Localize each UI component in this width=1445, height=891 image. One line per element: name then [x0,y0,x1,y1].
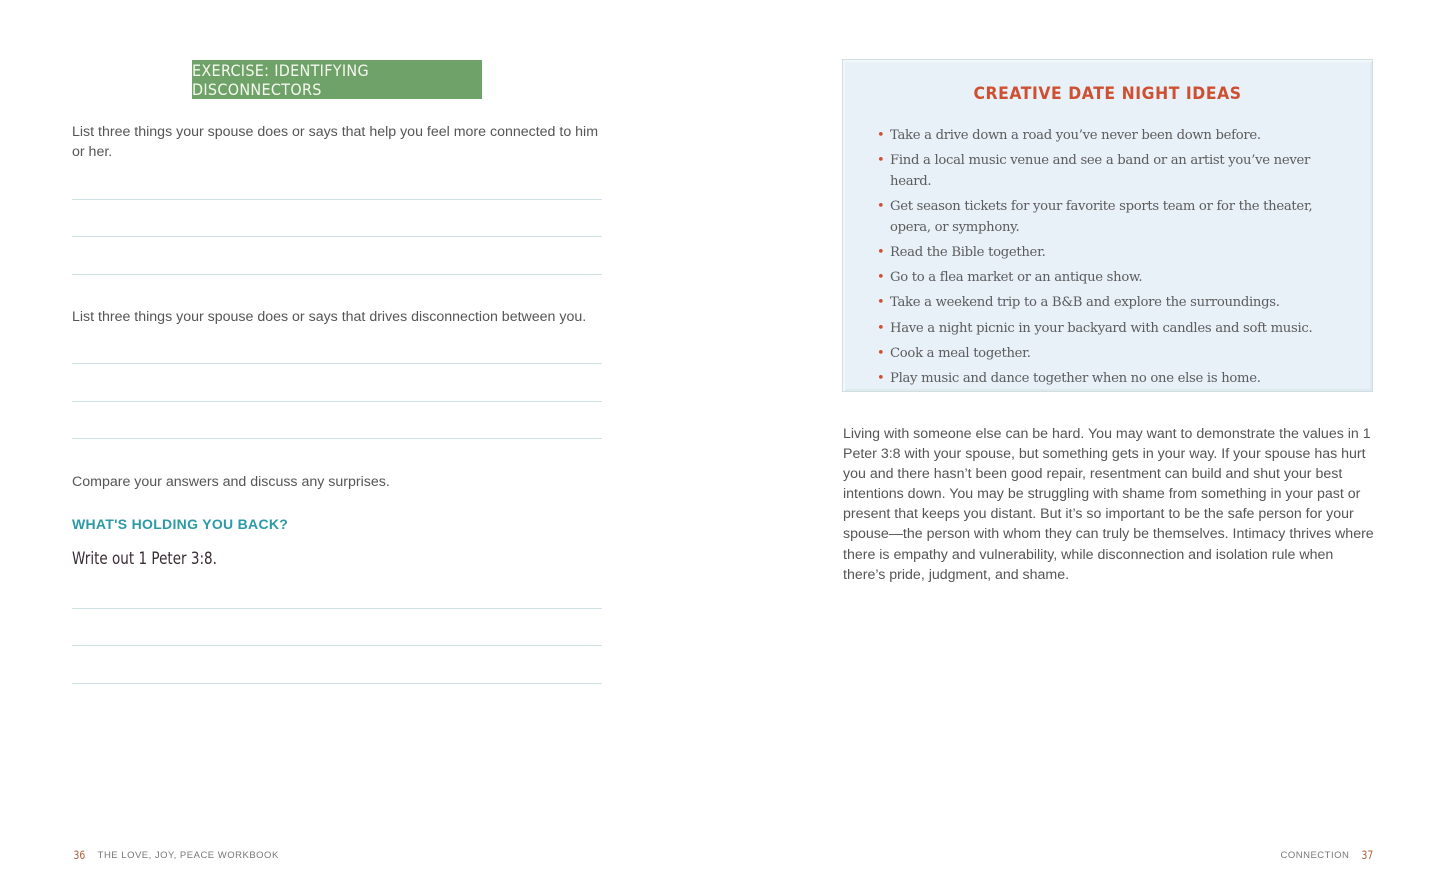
left-footer [72,848,279,862]
write-line[interactable] [72,645,602,646]
idea-list [877,126,1317,395]
page-number: 36 [73,848,86,862]
date-night-ideas-box [842,59,1373,392]
idea-text: Get season tickets for your favorite sports team or for the theater, opera, or symphony. [890,199,1313,235]
bullet-icon: • [877,128,885,143]
right-footer [1280,848,1375,862]
idea-text: Cook a meal together. [890,346,1031,362]
write-line[interactable] [72,274,602,275]
list-item [877,293,1317,314]
write-line[interactable] [72,438,602,439]
bullet-icon: • [877,270,885,286]
bullet-icon: • [877,244,885,260]
idea-text: Find a local music venue and see a band or an artist you’ve never heard. [890,153,1311,189]
list-item [877,268,1317,289]
idea-text: Take a weekend trip to a B&B and explore the surroundings. [890,295,1280,311]
bullet-icon: • [877,153,885,169]
page-number: 37 [1361,848,1374,862]
running-head: CONNECTION [1280,849,1350,861]
running-head: THE LOVE, JOY, PEACE WORKBOOK [97,849,279,861]
prompt-disconnection: List three things your spouse does or says that drives disconnection between you. [72,309,587,325]
write-line[interactable] [72,608,602,609]
idea-text: Take a drive down a road you’ve never been down before. [890,128,1261,143]
exercise-banner: EXERCISE: IDENTIFYING DISCONNECTORS [192,60,482,99]
idea-text: Play music and dance together when no one else is home. [890,371,1261,387]
bullet-icon: • [877,295,885,311]
bullet-icon: • [877,199,885,215]
prompt-compare: Compare your answers and discuss any surprises. [72,474,390,490]
prompt-connected: List three things your spouse does or says that help you feel more connected to him or her. [72,124,599,160]
section-heading: WHAT'S HOLDING YOU BACK? [72,516,289,532]
idea-text: Have a night picnic in your backyard with candles and soft music. [890,320,1313,336]
idea-text: Read the Bible together. [890,244,1046,260]
list-item [877,151,1317,192]
list-item [877,243,1317,264]
body-paragraph: Living with someone else can be hard. You may want to demonstrate the values in 1 Peter 3:8 with your spouse, but something gets in your way. If your spouse has hurt you and there hasn’t been good repair, resentment can build and shut your best intentions down. You may be struggling with shame from something in your past or present that keeps you distant. But it’s so important to be the safe person for your spouse—the person with whom they can truly be themselves. Intimacy thrives where there is empathy and vulnerability, while disconnection and isolation rule when there’s pride, judgment, and shame. [843,426,1374,583]
bullet-icon: • [877,371,885,387]
write-line[interactable] [72,236,602,237]
list-item [877,369,1317,390]
write-line[interactable] [72,199,602,200]
write-line[interactable] [72,401,602,402]
write-line[interactable] [72,363,602,364]
handwritten-prompt: Write out 1 Peter 3:8. [72,549,217,568]
list-item [877,344,1317,365]
write-line[interactable] [72,683,602,684]
bullet-icon: • [877,346,885,362]
list-item [877,319,1317,340]
idea-box-title: CREATIVE DATE NIGHT IDEAS [973,84,1242,104]
idea-text: Go to a flea market or an antique show. [890,270,1143,286]
list-item [877,197,1317,238]
bullet-icon: • [877,320,885,336]
list-item [877,126,1317,147]
